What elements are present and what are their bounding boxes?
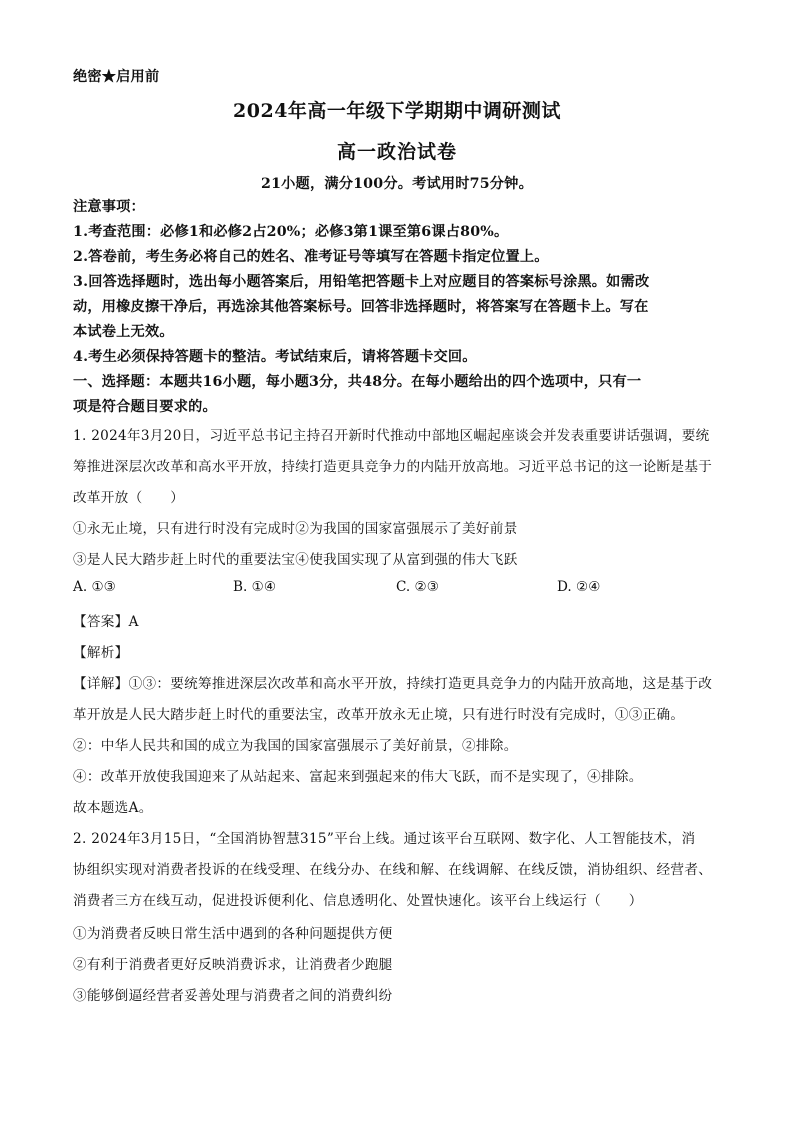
option-c: C. ②③ (396, 579, 439, 595)
question-stem: 改革开放（ ） (73, 490, 185, 506)
option-a: A. ①③ (73, 579, 116, 595)
section-heading: 一、选择题：本题共16小题，每小题3分，共48分。在每小题给出的四个选项中，只有一 (73, 374, 642, 390)
question-stem: 协组织实现对消费者投诉的在线受理、在线分办、在线和解、在线调解、在线反馈，消协组织、经营者、 (73, 862, 713, 878)
exam-info: 21小题，满分100分。考试用时75分钟。 (261, 176, 533, 192)
detail-line: 故本题选A。 (73, 800, 153, 816)
note-line: 3.回答选择题时，选出每小题答案后，用铅笔把答题卡上对应题目的答案标号涂黑。如需改 (73, 274, 650, 290)
exam-subtitle: 高一政治试卷 (336, 141, 457, 163)
section-heading: 项是符合题目要求的。 (73, 399, 217, 415)
note-line: 动，用橡皮擦干净后，再选涂其他答案标号。回答非选择题时，将答案写在答题卡上。写在 (73, 299, 649, 315)
note-line: 4.考生必须保持答题卡的整洁。考试结束后，请将答题卡交回。 (73, 349, 477, 365)
detail-line: 革开放是人民大踏步赶上时代的重要法宝，改革开放永无止境，只有进行时没有完成时，①③正确。 (73, 707, 685, 723)
option-b: B. ①④ (233, 579, 277, 595)
question-statement: ③是人民大踏步赶上时代的重要法宝④使我国实现了从富到强的伟大飞跃 (73, 552, 518, 568)
analysis-label: 【解析】 (73, 645, 129, 661)
note-line: 2.答卷前，考生务必将自己的姓名、准考证号等填写在答题卡指定位置上。 (73, 249, 549, 265)
question-stem: 消费者三方在线互动，促进投诉便利化、信息透明化、处置快速化。该平台上线运行（ ） (73, 893, 643, 909)
question-statement: ①永无止境，只有进行时没有完成时②为我国的国家富强展示了美好前景 (73, 521, 518, 537)
question-statement: ③能够倒逼经营者妥善处理与消费者之间的消费纠纷 (73, 988, 393, 1004)
note-line: 1.考查范围：必修1和必修2占20%；必修3第1课至第6课占80%。 (73, 224, 509, 240)
question-stem: 筹推进深层次改革和高水平开放，持续打造更具竞争力的内陆开放高地。习近平总书记的这一论断是基于 (73, 459, 713, 475)
question-statement: ②有利于消费者更好反映消费诉求，让消费者少跑腿 (73, 957, 393, 973)
exam-title: 2024年高一年级下学期期中调研测试 (233, 100, 561, 122)
note-line: 本试卷上无效。 (73, 324, 174, 340)
notes-heading: 注意事项： (73, 199, 145, 215)
detail-line: ④：改革开放使我国迎来了从站起来、富起来到强起来的伟大飞跃，而不是实现了，④排除。 (73, 769, 643, 785)
detail-line: ②：中华人民共和国的成立为我国的国家富强展示了美好前景，②排除。 (73, 738, 518, 754)
question-statement: ①为消费者反映日常生活中遇到的各种问题提供方便 (73, 926, 393, 942)
option-d: D. ②④ (557, 579, 601, 595)
answer-label: 【答案】A (73, 614, 139, 630)
detail-line: 【详解】①③：要统筹推进深层次改革和高水平开放，持续打造更具竞争力的内陆开放高地，这是基于改 (73, 676, 713, 692)
confidential-mark: 绝密★启用前 (73, 69, 160, 85)
question-stem: 1. 2024年3月20日，习近平总书记主持召开新时代推动中部地区崛起座谈会并发表重要讲话强调，要统 (73, 428, 710, 444)
question-stem: 2. 2024年3月15日，“全国消协智慧315”平台上线。通过该平台互联网、数字化、人工智能技术，消 (73, 831, 696, 847)
